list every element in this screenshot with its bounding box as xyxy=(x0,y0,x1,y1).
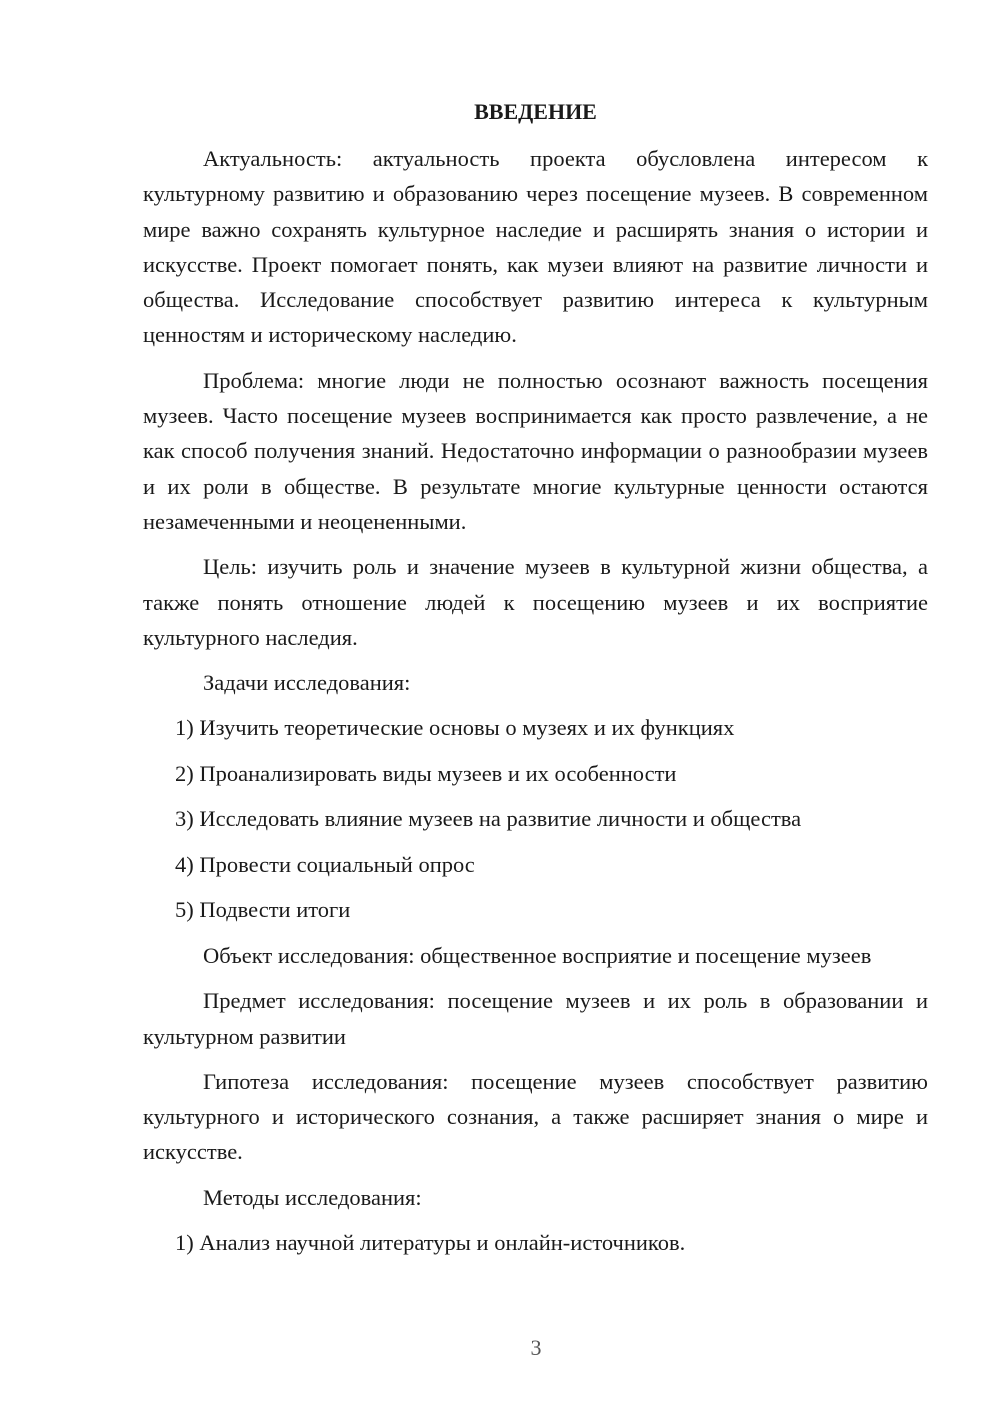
page-content xyxy=(143,95,928,1271)
methods-list xyxy=(143,1225,928,1261)
subject-paragraph: Предмет исследования: посещение музеев и их роль в образовании и культурном развитии xyxy=(143,988,928,1049)
page-number: 3 xyxy=(530,1335,542,1360)
goal-paragraph: Цель: изучить роль и значение музеев в культурной жизни общества, а также понять отношение людей к посещению музеев и их восприятие культурного наследия. xyxy=(143,554,928,650)
method-item: 1) Анализ научной литературы и онлайн-источников. xyxy=(175,1230,686,1256)
task-item: 3) Исследовать влияние музеев на развитие личности и общества xyxy=(175,806,802,832)
problem-paragraph: Проблема: многие люди не полностью осознают важность посещения музеев. Часто посещение музеев воспринимается как просто развлечение, а не как способ получения знаний. Недостаточно информации о разнообразии музеев и их роли в обществе. В результате многие культурные ценности остаются незамеченными и неоцененными. xyxy=(143,367,928,534)
tasks-heading: Задачи исследования: xyxy=(203,670,411,696)
task-item: 4) Провести социальный опрос xyxy=(175,851,475,877)
section-title: ВВЕДЕНИЕ xyxy=(474,99,597,124)
task-item: 5) Подвести итоги xyxy=(175,897,351,923)
hypothesis-paragraph: Гипотеза исследования: посещение музеев способствует развитию культурного и исторического сознания, а также расширяет знания о мире и искусстве. xyxy=(143,1068,928,1165)
task-item: 1) Изучить теоретические основы о музеях и их функциях xyxy=(175,715,735,741)
object-paragraph: Объект исследования: общественное восприятие и посещение музеев xyxy=(203,942,872,968)
relevance-paragraph: Актуальность: актуальность проекта обусловлена интересом к культурному развитию и образованию через посещение музеев. В современном мире важно сохранять культурное наследие и расширять знания о истории и искусстве. Проект помогает понять, как музеи влияют на развитие личности и общества. Исследование способствует развитию интереса к культурным ценностям и историческому наследию. xyxy=(143,146,928,348)
task-item: 2) Проанализировать виды музеев и их особенности xyxy=(175,760,677,786)
methods-heading: Методы исследования: xyxy=(203,1184,422,1210)
tasks-list xyxy=(143,710,928,928)
